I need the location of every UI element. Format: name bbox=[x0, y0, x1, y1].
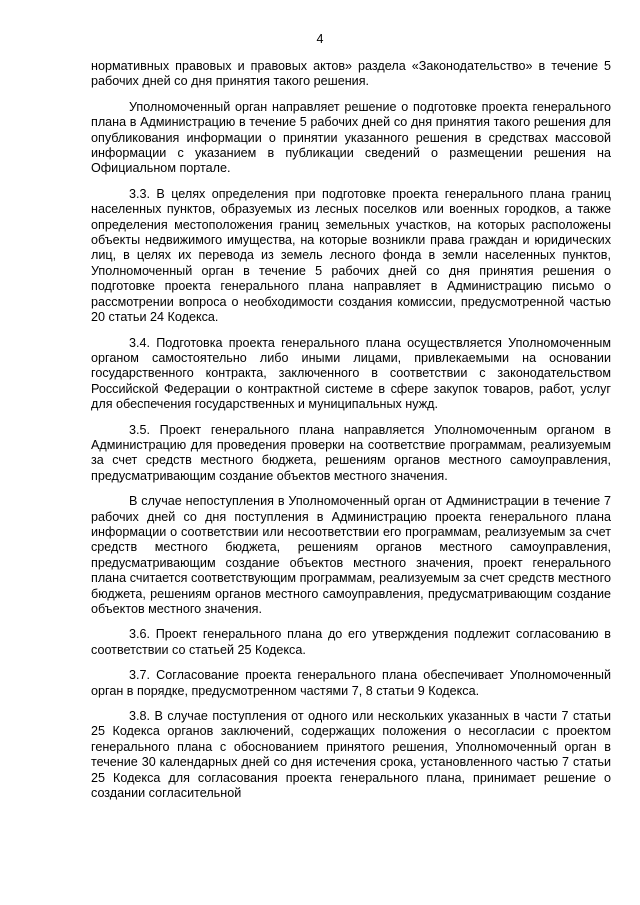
page-number: 4 bbox=[316, 32, 324, 46]
paragraph-clause-3-3: 3.3. В целях определения при подготовке проекта генерального плана границ населенных пунктов, образуемых из лесных поселков или военных городков, а также определения местоположения границ земельных участков, на которых расположены объекты недвижимого имущества, на которые возникли права граждан и юридических лиц, в целях их перевода из земель лесного фонда в земли населенных пунктов, Уполномоченный орган в течение 5 рабочих дней со дня принятия решения о подготовке проекта генерального плана направляет в Администрацию письмо о рассмотрении вопроса о необходимости создания комиссии, предусмотренной частью 20 статьи 24 Кодекса. bbox=[91, 186, 611, 325]
paragraph-clause-3-6: 3.6. Проект генерального плана до его утверждения подлежит согласованию в соответствии со статьей 25 Кодекса. bbox=[91, 627, 611, 657]
paragraph: В случае непоступления в Уполномоченный орган от Администрации в течение 7 рабочих дней со дня поступления в Администрацию проекта генерального плана информации о соответствии или несоответствии его программам, реализуемым за счет средств местного бюджета, решениям органов местного самоуправления, предусматривающим создание объектов местного значения, проект генерального плана считается соответствующим программам, реализуемым за счет средств местного бюджета, решениям органов местного самоуправления, предусматривающим создание объектов местного значения. bbox=[91, 494, 611, 616]
paragraph-clause-3-8: 3.8. В случае поступления от одного или нескольких указанных в части 7 статьи 25 Кодекса органов заключений, содержащих положения о несогласии с проектом генерального плана с обоснованием принятого решения, Уполномоченный орган в течение 30 календарных дней со дня истечения срока, установленного частью 7 статьи 25 Кодекса для согласования проекта генерального плана, принимает решение о создании согласительной bbox=[91, 709, 611, 801]
paragraph-clause-3-5: 3.5. Проект генерального плана направляется Уполномоченным органом в Администрацию для проведения проверки на соответствие программам, реализуемым за счет средств местного бюджета, решениям органов местного самоуправления, предусматривающим создание объектов местного значения. bbox=[91, 422, 611, 483]
paragraph-clause-3-4: 3.4. Подготовка проекта генерального плана осуществляется Уполномоченным органом самостоятельно либо иными лицами, привлекаемыми на основании государственного контракта, заключенного в соответствии с законодательством Российской Федерации о контрактной системе в сфере закупок товаров, работ, услуг для обеспечения государственных и муниципальных нужд. bbox=[91, 335, 611, 412]
document-body bbox=[91, 59, 611, 801]
paragraph: нормативных правовых и правовых актов» раздела «Законодательство» в течение 5 рабочих дней со дня принятия такого решения. bbox=[91, 59, 611, 89]
paragraph: Уполномоченный орган направляет решение о подготовке проекта генерального плана в Администрацию в течение 5 рабочих дней со дня принятия такого решения для опубликования информации о принятии указанного решения в средствах массовой информации с указанием в публикации сведений о размещении решения на Официальном портале. bbox=[91, 99, 611, 176]
paragraph-clause-3-7: 3.7. Согласование проекта генерального плана обеспечивает Уполномоченный орган в порядке, предусмотренном частями 7, 8 статьи 9 Кодекса. bbox=[91, 668, 611, 698]
